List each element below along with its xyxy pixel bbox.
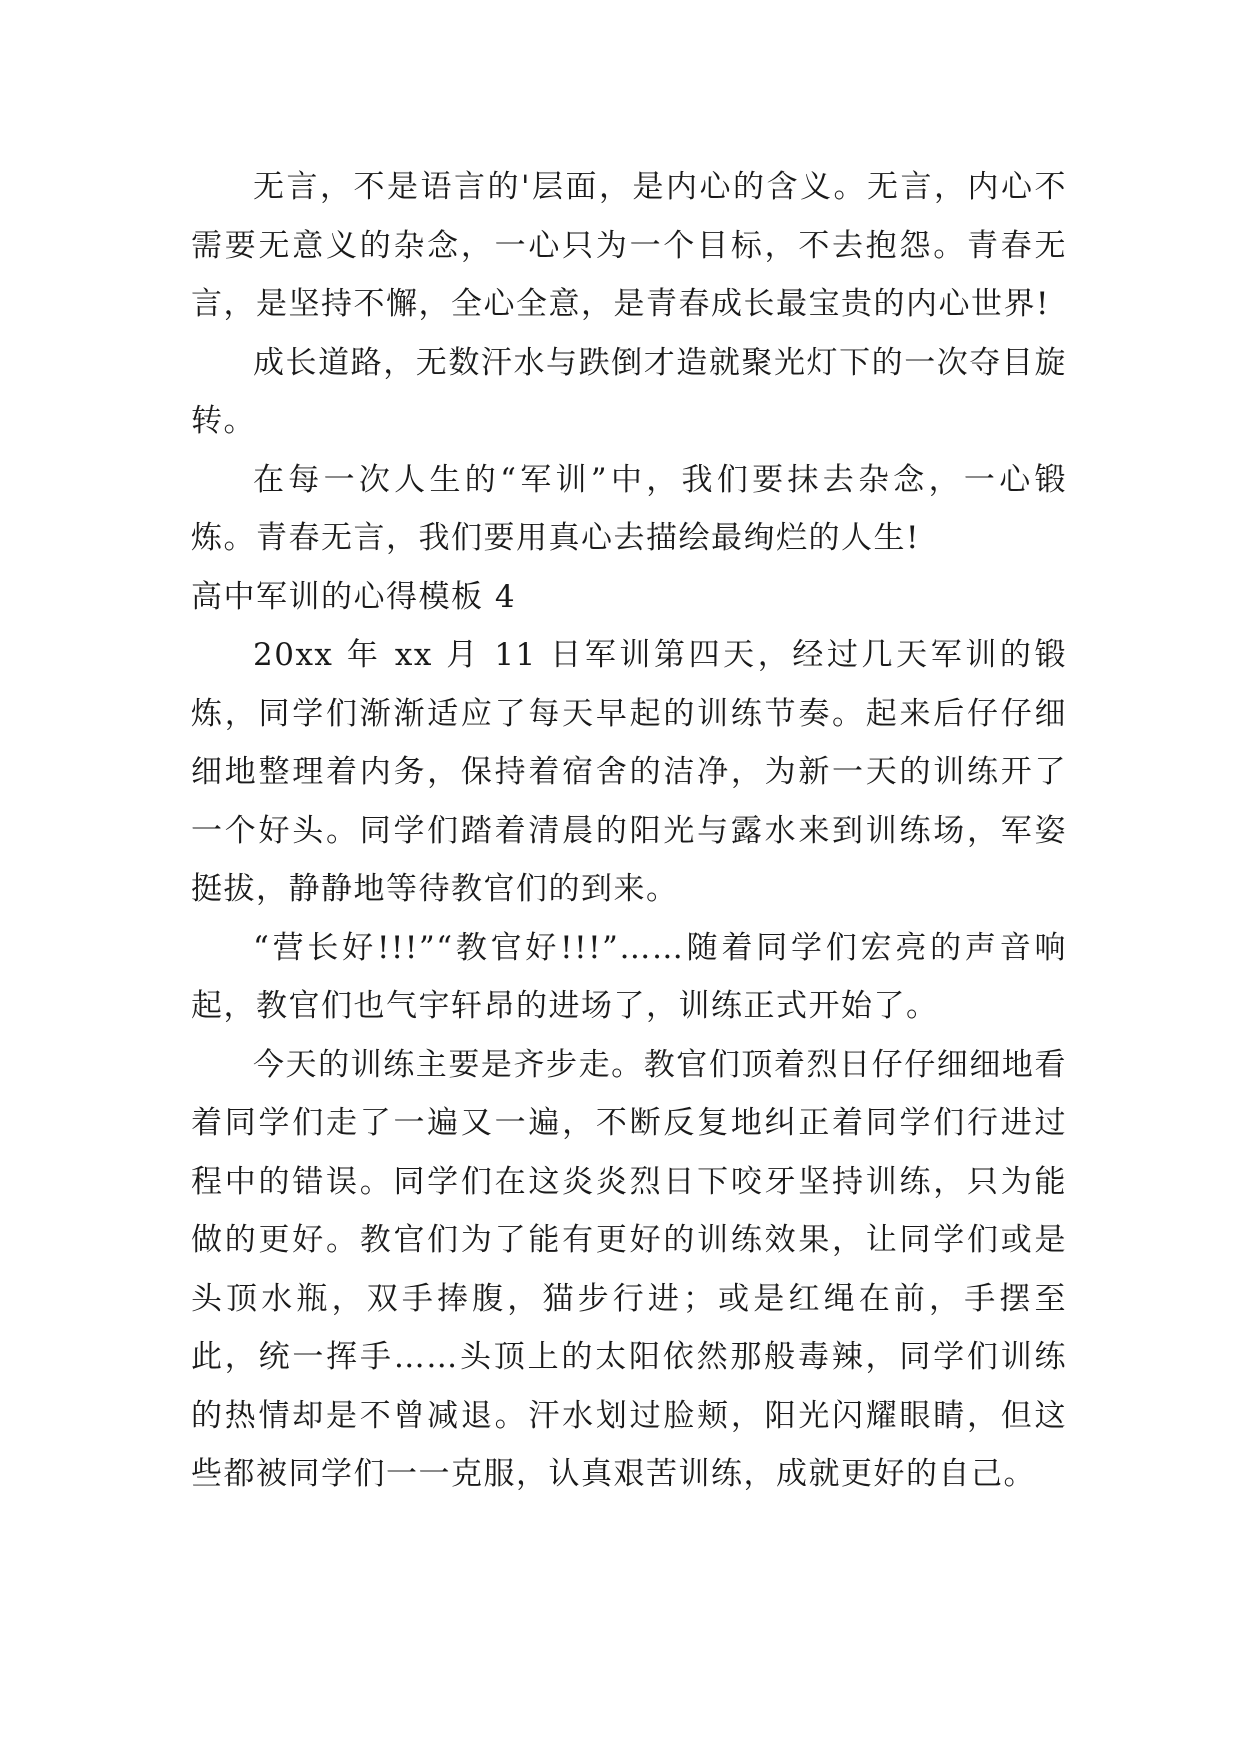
section-title: 高中军训的心得模板 4 bbox=[191, 578, 517, 615]
paragraph-silence-meaning: 无言，不是语言的'层面，是内心的含义。无言，内心不需要无意义的杂念，一心只为一个目标，不去抱怨。青春无言，是坚持不懈，全心全意，是青春成长最宝贵的内心世界! bbox=[191, 169, 1067, 322]
paragraph-marching-training: 今天的训练主要是齐步走。教官们顶着烈日仔仔细细地看着同学们走了一遍又一遍，不断反复地纠正着同学们行进过程中的错误。同学们在这炎炎烈日下咬牙坚持训练，只为能做的更好。教官们为了能有更好的训练效果，让同学们或是头顶水瓶，双手捧腹，猫步行进；或是红绳在前，手摆至此，统一挥手……头顶上的太阳依然那般毒辣，同学们训练的热情却是不曾减退。汗水划过脸颊，阳光闪耀眼睛，但这些都被同学们一一克服，认真艰苦训练，成就更好的自己。 bbox=[191, 1046, 1067, 1492]
paragraph-life-training: 在每一次人生的“军训”中，我们要抹去杂念，一心锻炼。青春无言，我们要用真心去描绘最绚烂的人生! bbox=[191, 461, 1067, 556]
document-body bbox=[191, 158, 1067, 1504]
paragraph-growth-road: 成长道路，无数汗水与跌倒才造就聚光灯下的一次夺目旋转。 bbox=[191, 344, 1067, 439]
paragraph-day-four: 20xx 年 xx 月 11 日军训第四天，经过几天军训的锻炼，同学们渐渐适应了每天早起的训练节奏。起来后仔仔细细地整理着内务，保持着宿舍的洁净，为新一天的训练开了一个好头。同学们踏着清晨的阳光与露水来到训练场，军姿挺拔，静静地等待教官们的到来。 bbox=[191, 637, 1067, 907]
paragraph-greeting: “营长好!!!”“教官好!!!”……随着同学们宏亮的声音响起，教官们也气宇轩昂的进场了，训练正式开始了。 bbox=[191, 929, 1067, 1024]
